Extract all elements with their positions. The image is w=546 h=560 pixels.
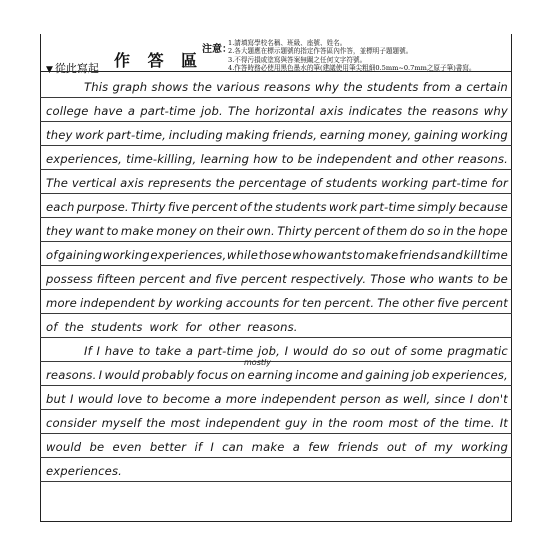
handwritten-line: The vertical axis represents the percentage of students working part-time for xyxy=(46,176,508,190)
handwritten-line: This graph shows the various reasons why the students from a certain xyxy=(84,80,508,94)
ruled-line xyxy=(40,314,512,338)
handwritten-line: they work part-time, including making friends, earning money, gaining working xyxy=(46,128,508,142)
handwritten-line: possess fifteen percent and five percent respectively. Those who wants to be xyxy=(46,272,508,286)
handwritten-line: If I have to take a part-time job, I would do so out of some pragmatic xyxy=(84,344,508,358)
note-item: 1.請填寫學校名稱、班級、座號、姓名。 xyxy=(228,39,347,47)
handwritten-line: of the students work for other reasons. xyxy=(46,320,298,334)
ruled-line xyxy=(40,434,512,458)
start-here-label: ▼ 從此寫起 xyxy=(46,62,99,75)
notes-list xyxy=(228,39,512,73)
inserted-word: mostly xyxy=(244,358,271,367)
ruled-line xyxy=(40,458,512,482)
handwritten-line: would be even better if I can make a few friends out of my working xyxy=(46,440,508,454)
ruled-line xyxy=(40,338,512,362)
ruled-line xyxy=(40,122,512,146)
ruled-line xyxy=(40,194,512,218)
handwritten-line: they want to make money on their own. Thirty percent of them do so in the hope xyxy=(46,224,508,238)
answer-area-header xyxy=(40,34,512,75)
notes-label: 注意： xyxy=(202,44,232,55)
handwritten-essay xyxy=(40,74,512,482)
handwritten-line: consider myself the most independent guy in the room most of the time. It xyxy=(46,416,508,430)
ruled-line xyxy=(40,266,512,290)
ruled-line xyxy=(40,242,512,266)
ruled-line xyxy=(40,358,512,386)
ruled-line xyxy=(40,290,512,314)
answer-area-title: 作 答 區 xyxy=(114,51,204,70)
ruled-line xyxy=(40,410,512,434)
ruled-line xyxy=(40,146,512,170)
header-divider xyxy=(40,71,512,72)
handwritten-line: each purpose. Thirty five percent of the students work part-time simply because xyxy=(46,200,508,214)
handwritten-line: but I would love to become a more independent person as well, since I don't xyxy=(46,392,508,406)
handwritten-line: experiences, time-killing, learning how to be independent and other reasons. xyxy=(46,152,508,166)
note-item: 4.作答時務必使用黑色墨水的筆(建議使用筆尖粗細0.5mm~0.7mm之原子筆)書寫。 xyxy=(228,64,476,73)
ruled-line xyxy=(40,170,512,194)
ruled-line xyxy=(40,98,512,122)
handwritten-line: experiences. xyxy=(46,464,122,478)
ruled-line xyxy=(40,386,512,410)
note-item: 3.不得污損或塗寫與答案無關之任何文字符號。 xyxy=(228,55,367,64)
handwritten-line: college have a part-time job. The horizontal axis indicates the reasons why xyxy=(46,104,508,118)
handwritten-line: reasons. I would probably focus on earning income and gaining job experiences, xyxy=(46,368,508,382)
ruled-line xyxy=(40,218,512,242)
down-arrow-icon: ▼ xyxy=(46,65,53,75)
note-item: 2.各大題應在標示題號的指定作答區內作答，並標明子題題號。 xyxy=(228,47,413,56)
handwritten-line: more independent by working accounts for ten percent. The other five percent xyxy=(46,296,508,310)
ruled-line xyxy=(40,74,512,98)
handwritten-line: of gaining working experiences, while those who wants to make friends and kill time xyxy=(46,248,508,262)
